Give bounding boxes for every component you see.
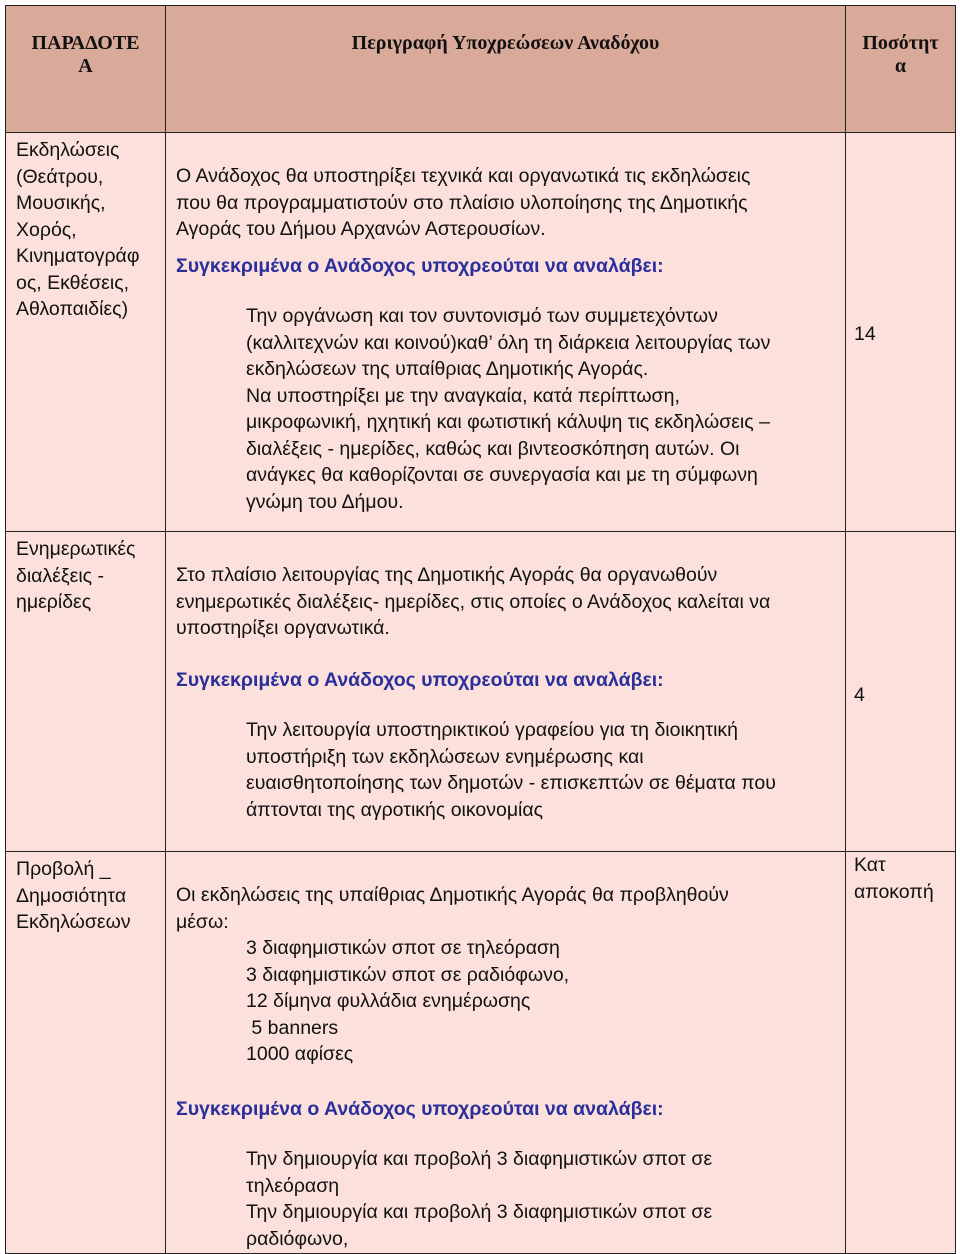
obligation-line: Να υποστηρίξει με την αναγκαία, κατά περίπτωση, bbox=[246, 384, 680, 407]
deliverable-line: Αθλοπαιδίες) bbox=[16, 298, 129, 320]
deliverable-line: Χορός, bbox=[16, 218, 77, 241]
obligation-line: Την λειτουργία υποστηρικτικού γραφείου για τη διοικητική bbox=[246, 719, 739, 741]
deliverable-line: ημερίδες bbox=[16, 591, 92, 613]
deliverable-cell bbox=[6, 852, 166, 1254]
quantity-value: 14 bbox=[854, 323, 876, 345]
obligations-table bbox=[5, 5, 956, 1254]
header-quantity-line1: Ποσότητ bbox=[862, 32, 939, 54]
quantity-value: 4 bbox=[854, 684, 865, 706]
obligation-list bbox=[176, 1146, 835, 1252]
intro-line: Αγοράς του Δήμου Αρχανών Αστερουσίων. bbox=[176, 218, 546, 240]
media-line: 3 διαφημιστικών σποτ σε ραδιόφωνο, bbox=[246, 963, 570, 986]
table-row bbox=[6, 133, 956, 532]
description-cell bbox=[166, 852, 846, 1254]
table-row bbox=[6, 532, 956, 852]
header-description bbox=[166, 6, 846, 133]
media-line: 3 διαφημιστικών σποτ σε τηλεόραση bbox=[246, 937, 560, 959]
deliverable-line: διαλέξεις - bbox=[16, 564, 104, 587]
header-deliverable bbox=[6, 6, 166, 133]
obligation-line: τηλεόραση bbox=[246, 1174, 340, 1197]
quantity-cell bbox=[846, 133, 956, 532]
deliverable-line: Ενημερωτικές bbox=[16, 538, 136, 560]
media-line: 12 δίμηνα φυλλάδια ενημέρωσης bbox=[246, 990, 531, 1012]
intro-line: Οι εκδηλώσεις της υπαίθριας Δημοτικής Αγοράς θα προβληθούν bbox=[176, 884, 729, 906]
media-list bbox=[176, 935, 835, 1068]
header-deliverable-line2: Α bbox=[78, 55, 93, 77]
deliverable-line: Μουσικής, bbox=[16, 192, 106, 214]
obligation-line: εκδηλώσεων της υπαίθριας Δημοτικής Αγοράς. bbox=[246, 358, 649, 380]
table-row bbox=[6, 852, 956, 1254]
obligation-heading: Συγκεκριμένα ο Ανάδοχος υποχρεούται να αναλάβει: bbox=[176, 254, 664, 277]
deliverable-line: ος, Εκθέσεις, bbox=[16, 271, 130, 294]
obligation-line: ευαισθητοποίησης των δημοτών - επισκεπτών σε θέματα που bbox=[246, 772, 776, 794]
deliverable-line: Εκδηλώσεων bbox=[16, 911, 131, 933]
quantity-value bbox=[854, 852, 949, 905]
description-cell bbox=[166, 133, 846, 532]
deliverable-cell bbox=[6, 532, 166, 852]
deliverable-cell bbox=[6, 133, 166, 532]
obligation-line: Την δημιουργία και προβολή 3 διαφημιστικών σποτ σε bbox=[246, 1201, 713, 1223]
deliverable-line: Δημοσιότητα bbox=[16, 884, 127, 907]
obligation-line: γνώμη του Δήμου. bbox=[246, 490, 404, 513]
deliverable-line: Εκδηλώσεις bbox=[16, 139, 120, 161]
obligation-line: (καλλιτεχνών και κοινού)καθ’ όλη τη διάρκεια λειτουργίας των bbox=[246, 331, 771, 354]
obligation-line: υποστήριξη των εκδηλώσεων ενημέρωσης και bbox=[246, 745, 644, 768]
obligation-list bbox=[176, 303, 835, 515]
deliverable-line: (Θεάτρου, bbox=[16, 165, 104, 188]
table-header-row bbox=[6, 6, 956, 133]
intro-paragraph bbox=[176, 536, 835, 642]
obligation-line: μικροφωνική, ηχητική και φωτιστική κάλυψη τις εκδηλώσεις – bbox=[246, 411, 770, 433]
header-quantity-line2: α bbox=[894, 55, 907, 77]
obligation-heading: Συγκεκριμένα ο Ανάδοχος υποχρεούται να αναλάβει: bbox=[176, 668, 664, 691]
intro-paragraph bbox=[176, 137, 835, 243]
deliverable-line: Κινηματογράφ bbox=[16, 245, 140, 267]
media-line: 5 banners bbox=[246, 1016, 339, 1039]
obligation-line: διαλέξεις - ημερίδες, καθώς και βιντεοσκόπηση αυτών. Οι bbox=[246, 437, 740, 460]
quantity-line: Κατ bbox=[854, 854, 886, 876]
quantity-cell bbox=[846, 852, 956, 1254]
intro-line: υποστηρίξει οργανωτικά. bbox=[176, 617, 390, 639]
header-description-text: Περιγραφή Υποχρεώσεων Αναδόχου bbox=[351, 32, 660, 54]
obligation-heading: Συγκεκριμένα ο Ανάδοχος υποχρεούται να αναλάβει: bbox=[176, 1097, 664, 1120]
obligation-line: ραδιόφωνο, bbox=[246, 1227, 349, 1250]
header-quantity bbox=[846, 6, 956, 133]
obligation-line: άπτονται της αγροτικής οικονομίας bbox=[246, 798, 544, 821]
obligation-line: Την δημιουργία και προβολή 3 διαφημιστικών σποτ σε bbox=[246, 1148, 713, 1170]
intro-paragraph bbox=[176, 856, 835, 935]
intro-line: που θα προγραμματιστούν στο πλαίσιο υλοποίησης της Δημοτικής bbox=[176, 191, 748, 214]
header-deliverable-line1: ΠΑΡΑΔΟΤΕ bbox=[31, 32, 140, 54]
intro-line: ενημερωτικές διαλέξεις- ημερίδες, στις οποίες ο Ανάδοχος καλείται να bbox=[176, 590, 771, 613]
obligation-list bbox=[176, 717, 835, 823]
media-line: 1000 αφίσες bbox=[246, 1043, 354, 1065]
quantity-cell bbox=[846, 532, 956, 852]
description-cell bbox=[166, 532, 846, 852]
intro-line: Στο πλαίσιο λειτουργίας της Δημοτικής Αγοράς θα οργανωθούν bbox=[176, 564, 718, 586]
deliverable-line: Προβολή _ bbox=[16, 858, 111, 880]
obligation-line: Την οργάνωση και τον συντονισμό των συμμετεχόντων bbox=[246, 305, 718, 327]
quantity-line: αποκοπή bbox=[854, 880, 934, 903]
intro-line: μέσω: bbox=[176, 910, 229, 933]
obligation-line: ανάγκες θα καθορίζονται σε συνεργασία και με τη σύμφωνη bbox=[246, 464, 758, 486]
intro-line: Ο Ανάδοχος θα υποστηρίξει τεχνικά και οργανωτικά τις εκδηλώσεις bbox=[176, 165, 751, 187]
